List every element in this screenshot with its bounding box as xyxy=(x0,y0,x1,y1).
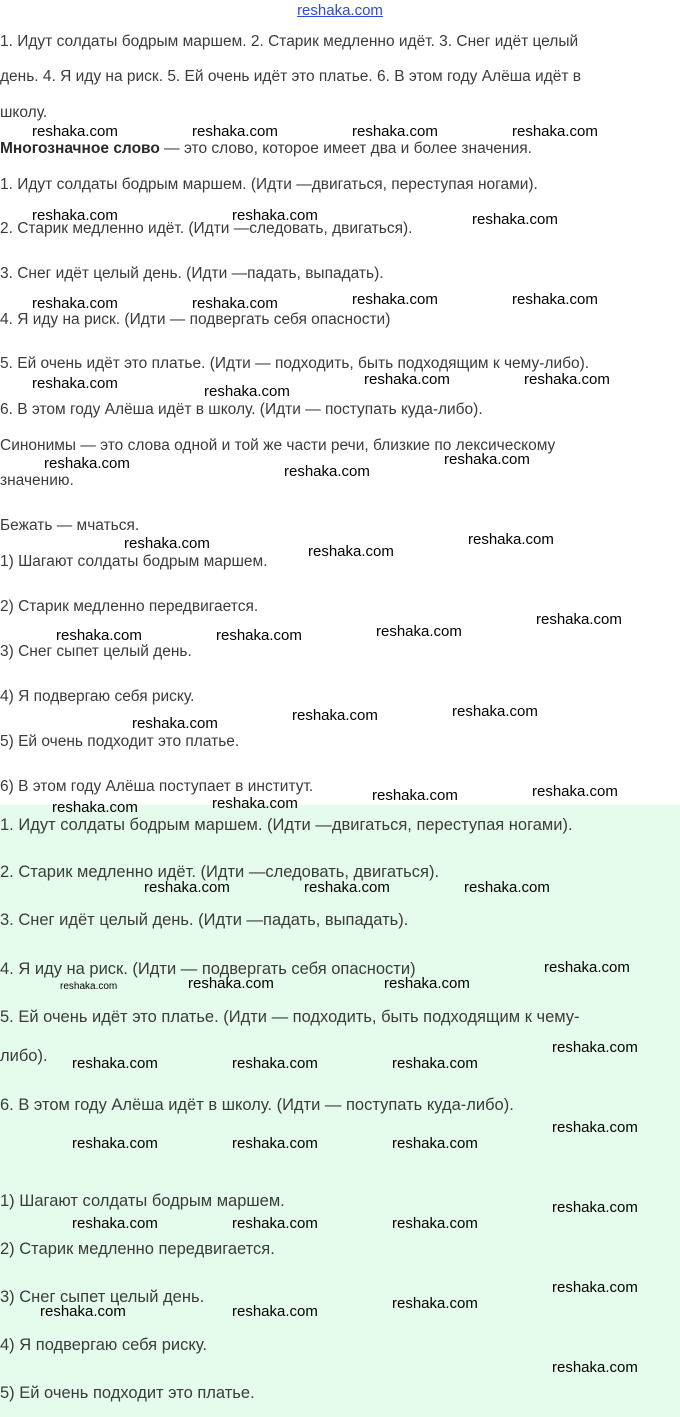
watermark: reshaka.com xyxy=(304,879,390,896)
watermark: reshaka.com xyxy=(512,123,598,140)
synonym-sentence: 1) Шагают солдаты бодрым маршем. xyxy=(0,553,268,570)
watermark: reshaka.com xyxy=(352,291,438,308)
intro-line: 1. Идут солдаты бодрым маршем. 2. Старик медленно идёт. 3. Снег идёт целый xyxy=(0,33,579,50)
watermark: reshaka.com xyxy=(284,463,370,480)
watermark: reshaka.com xyxy=(212,795,298,812)
watermark: reshaka.com xyxy=(392,1215,478,1232)
watermark: reshaka.com xyxy=(308,543,394,560)
synonym-sentence: 4) Я подвергаю себя риску. xyxy=(0,688,195,705)
watermark: reshaka.com xyxy=(352,123,438,140)
watermark: reshaka.com xyxy=(392,1135,478,1152)
green-sentence: 1) Шагают солдаты бодрым маршем. xyxy=(0,1192,285,1210)
green-sentence: 4) Я подвергаю себя риску. xyxy=(0,1336,207,1354)
watermark: reshaka.com xyxy=(192,123,278,140)
watermark: reshaka.com xyxy=(232,1055,318,1072)
green-meaning-line: 3. Снег идёт целый день. (Идти —падать, выпадать). xyxy=(0,911,409,929)
meaning-line: 6. В этом году Алёша идёт в школу. (Идти — поступать куда-либо). xyxy=(0,401,483,418)
definition xyxy=(0,139,532,159)
green-sentence: 3) Снег сыпет целый день. xyxy=(0,1288,205,1306)
watermark: reshaka.com xyxy=(40,1303,126,1320)
site-link[interactable]: reshaka.com xyxy=(297,2,383,19)
watermark: reshaka.com xyxy=(544,959,630,976)
green-sentence: 2) Старик медленно передвигается. xyxy=(0,1240,275,1258)
watermark: reshaka.com xyxy=(512,291,598,308)
watermark: reshaka.com xyxy=(44,455,130,472)
meaning-line: 2. Старик медленно идёт. (Идти —следовать, двигаться). xyxy=(0,220,413,237)
watermark: reshaka.com xyxy=(536,611,622,628)
watermark: reshaka.com xyxy=(232,1215,318,1232)
watermark: reshaka.com xyxy=(72,1055,158,1072)
synonyms-definition: Синонимы — это слова одной и той же части речи, близкие по лексическому xyxy=(0,437,556,454)
watermark: reshaka.com xyxy=(216,627,302,644)
meaning-line: 1. Идут солдаты бодрым маршем. (Идти —двигаться, переступая ногами). xyxy=(0,176,538,193)
green-meaning-line: 6. В этом году Алёша идёт в школу. (Идти — поступать куда-либо). xyxy=(0,1096,514,1114)
watermark: reshaka.com xyxy=(232,1135,318,1152)
watermark: reshaka.com xyxy=(552,1359,638,1376)
green-section xyxy=(0,805,680,1417)
meaning-line: 4. Я иду на риск. (Идти — подвергать себя опасности) xyxy=(0,311,391,328)
definition-text: — это слово, которое имеет два и более значения. xyxy=(159,140,532,157)
watermark: reshaka.com xyxy=(552,1199,638,1216)
watermark: reshaka.com xyxy=(384,975,470,992)
green-meaning-line: либо). xyxy=(0,1047,48,1065)
definition-term: Многозначное слово xyxy=(0,140,160,157)
synonyms-definition: значению. xyxy=(0,472,74,489)
meaning-line: 3. Снег идёт целый день. (Идти —падать, выпадать). xyxy=(0,265,384,282)
intro-line: день. 4. Я иду на риск. 5. Ей очень идёт это платье. 6. В этом году Алёша идёт в xyxy=(0,68,582,85)
watermark: reshaka.com xyxy=(552,1119,638,1136)
watermark: reshaka.com xyxy=(392,1295,478,1312)
green-meaning-line: 2. Старик медленно идёт. (Идти —следовать, двигаться). xyxy=(0,863,440,881)
watermark: reshaka.com xyxy=(144,879,230,896)
watermark: reshaka.com xyxy=(392,1055,478,1072)
watermark: reshaka.com xyxy=(52,799,138,816)
green-meaning-line: 1. Идут солдаты бодрым маршем. (Идти —двигаться, переступая ногами). xyxy=(0,816,573,834)
watermark: reshaka.com xyxy=(292,707,378,724)
watermark: reshaka.com xyxy=(188,975,274,992)
watermark: reshaka.com xyxy=(552,1279,638,1296)
watermark: reshaka.com xyxy=(32,375,118,392)
watermark: reshaka.com xyxy=(60,981,118,992)
watermark: reshaka.com xyxy=(552,1039,638,1056)
watermark: reshaka.com xyxy=(468,531,554,548)
green-meaning-line: 4. Я иду на риск. (Идти — подвергать себя опасности) xyxy=(0,960,416,978)
meaning-line: 5. Ей очень идёт это платье. (Идти — подходить, быть подходящим к чему-либо). xyxy=(0,355,590,372)
watermark: reshaka.com xyxy=(372,787,458,804)
synonym-sentence: 3) Снег сыпет целый день. xyxy=(0,643,192,660)
watermark: reshaka.com xyxy=(124,535,210,552)
watermark: reshaka.com xyxy=(464,879,550,896)
watermark: reshaka.com xyxy=(72,1135,158,1152)
example-line: Бежать — мчаться. xyxy=(0,517,140,534)
synonym-sentence: 5) Ей очень подходит это платье. xyxy=(0,733,240,750)
watermark: reshaka.com xyxy=(532,783,618,800)
watermark: reshaka.com xyxy=(444,451,530,468)
watermark: reshaka.com xyxy=(452,703,538,720)
watermark: reshaka.com xyxy=(524,371,610,388)
watermark: reshaka.com xyxy=(32,207,118,224)
synonym-sentence: 2) Старик медленно передвигается. xyxy=(0,598,259,615)
green-sentence: 5) Ей очень подходит это платье. xyxy=(0,1384,255,1402)
watermark: reshaka.com xyxy=(56,627,142,644)
watermark: reshaka.com xyxy=(204,383,290,400)
watermark: reshaka.com xyxy=(376,623,462,640)
watermark: reshaka.com xyxy=(32,123,118,140)
watermark: reshaka.com xyxy=(132,715,218,732)
intro-line: школу. xyxy=(0,104,48,121)
watermark: reshaka.com xyxy=(192,295,278,312)
synonym-sentence: 6) В этом году Алёша поступает в институт. xyxy=(0,778,314,795)
watermark: reshaka.com xyxy=(232,207,318,224)
watermark: reshaka.com xyxy=(72,1215,158,1232)
watermark: reshaka.com xyxy=(472,211,558,228)
green-meaning-line: 5. Ей очень идёт это платье. (Идти — подходить, быть подходящим к чему- xyxy=(0,1008,580,1026)
watermark: reshaka.com xyxy=(32,295,118,312)
watermark: reshaka.com xyxy=(232,1303,318,1320)
watermark: reshaka.com xyxy=(364,371,450,388)
